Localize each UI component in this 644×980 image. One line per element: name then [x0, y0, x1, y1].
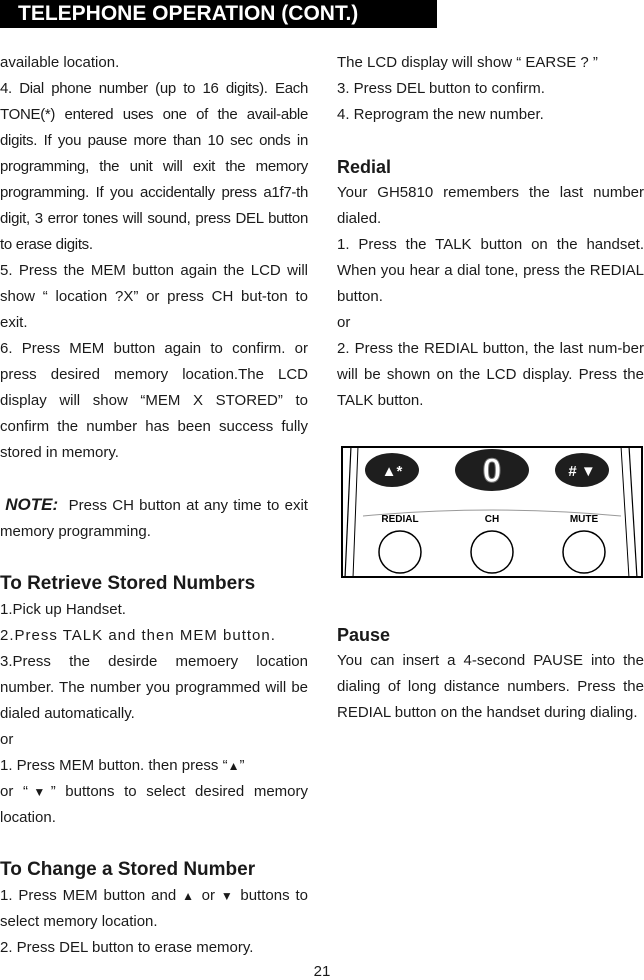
page-number: 21 [313, 963, 331, 980]
redial-step-1: 1. Press the TALK button on the handset. When you hear a dial tone, press the REDIAL button. [337, 236, 644, 305]
change-step-1 [0, 883, 308, 935]
pause-text: You can insert a 4-second PAUSE into the dialing of long distance numbers. Press the REDIAL button on the handset during dialing. [337, 652, 644, 721]
retrieve-alt-b: ” [239, 757, 245, 774]
step-6-text: 6. Press MEM button again to confirm. or press desired memory location.The LCD display will show “MEM X STORED” to confirm the number has been success fully stored in memory. [0, 340, 308, 461]
step-4-text: 4. Dial phone number (up to 16 digits). Each TONE(*) entered uses one of the avail-able digits. If you pause more than 10 sec onds in programming, the unit will exit the memory programming. If you accidentally press a1f7-th digit, 3 error tones will sound, press DEL button to erase digits. [0, 80, 308, 253]
retrieve-step-3: 3.Press the desirde memoery location number. The number you programmed will be dialed automatically. [0, 653, 308, 722]
hash-down-key-label: # ▼ [568, 463, 596, 480]
star-up-key-label: ▲* [381, 463, 403, 480]
redial-step-2: 2. Press the REDIAL button, the last num-ber will be shown on the LCD display. Press the TALK button. [337, 340, 644, 409]
change-1b: or [201, 887, 215, 904]
left-column [0, 50, 308, 961]
redial-intro: Your GH5810 remembers the last number dialed. [337, 184, 644, 227]
handset-keypad-illustration [341, 446, 643, 578]
change-step-3: 3. Press DEL button to confirm. [337, 80, 545, 97]
redial-key [379, 531, 421, 573]
step-5-text: 5. Press the MEM button again the LCD will show “ location ?X” or press CH but-ton to exit. [0, 262, 308, 331]
note-paragraph [0, 492, 308, 545]
pause-section [337, 622, 644, 726]
change-heading: To Change a Stored Number [0, 859, 256, 880]
redial-heading: Redial [337, 157, 392, 177]
mute-key-label: MUTE [569, 514, 599, 525]
up-arrow-icon: ▲ [227, 759, 240, 773]
down-arrow-icon: ▼ [220, 889, 235, 903]
down-arrow-icon: ▼ [27, 785, 51, 799]
retrieve-alt-step [0, 753, 308, 831]
change-1c: buttons to select memory location. [0, 887, 308, 930]
change-step-4: 4. Reprogram the new number. [337, 106, 544, 123]
note-label: NOTE: [5, 495, 59, 514]
retrieve-alt-c: or “ [0, 783, 28, 800]
mute-key [563, 531, 605, 573]
change-step-2: 2. Press DEL button to erase memory. [0, 939, 254, 956]
retrieve-alt-d: ” buttons to select desired memory location. [0, 783, 308, 826]
retrieve-step-2: 2.Press TALK and then MEM button. [0, 627, 276, 644]
right-column [337, 50, 644, 414]
retrieve-or: or [0, 731, 14, 748]
zero-key-label: 0 [482, 452, 502, 490]
redial-or: or [337, 314, 351, 331]
redial-key-label: REDIAL [381, 514, 419, 525]
pause-heading: Pause [337, 625, 391, 645]
page-header: TELEPHONE OPERATION (CONT.) [0, 0, 437, 28]
intro-text: available location. [0, 54, 120, 71]
ch-key [471, 531, 513, 573]
lcd-erase-line: The LCD display will show “ EARSE ? ” [337, 54, 598, 71]
retrieve-step-1: 1.Pick up Handset. [0, 601, 126, 618]
up-arrow-icon: ▲ [182, 889, 196, 903]
note-text: Press CH button at any time to exit memory programming. [0, 497, 308, 540]
retrieve-heading: To Retrieve Stored Numbers [0, 573, 256, 594]
retrieve-alt-a: 1. Press MEM button. then press “ [0, 757, 228, 774]
ch-key-label: CH [484, 514, 500, 525]
change-1a: 1. Press MEM button and [0, 887, 177, 904]
